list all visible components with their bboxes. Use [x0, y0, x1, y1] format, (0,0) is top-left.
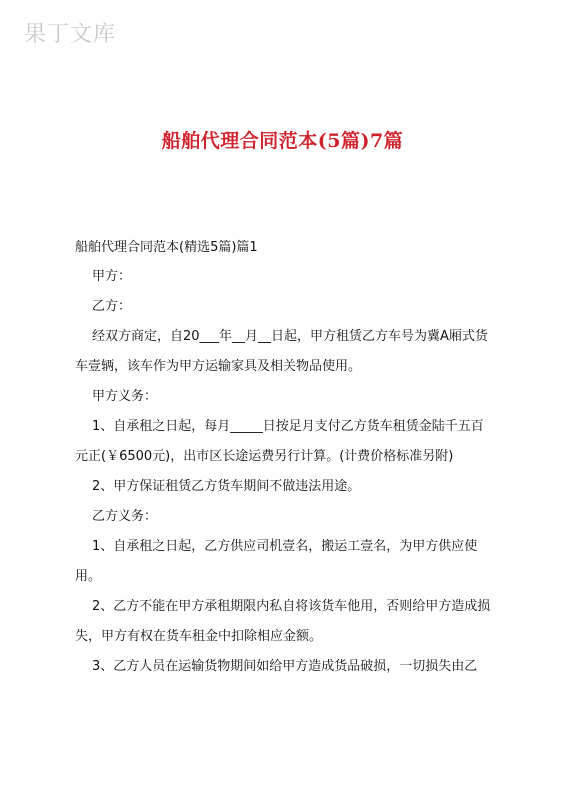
document-title: 船舶代理合同范本(5篇)7篇 — [161, 130, 404, 152]
paragraph-party-a: 甲方： — [92, 269, 132, 284]
paragraph-party-a-duty-2: 2、甲方保证租赁乙方货车期间不做违法用途。 — [92, 479, 361, 494]
paragraph-party-a-duty-1: 1、自承租之日起，每月_____日按足月支付乙方货车租赁金陆千五百元正(￥6500元)，出市区长途运费另行计算。(计费价格标准另附) — [75, 419, 484, 464]
paragraph-party-b-duty-2: 2、乙方不能在甲方承租期限内私自将该货车他用，否则给甲方造成损失，甲方有权在货车租金中扣除相应金额。 — [75, 599, 491, 644]
paragraph-party-b-duty-1: 1、自承租之日起，乙方供应司机壹名，搬运工壹名，为甲方供应使用。 — [75, 539, 478, 584]
paragraph-party-b: 乙方： — [92, 299, 132, 314]
paragraph-agreement: 经双方商定，自20___年__月__日起，甲方租赁乙方车号为冀A厢式货车壹辆，该车作为甲方运输家具及相关物品使用。 — [75, 329, 488, 374]
watermark-logo-text: 果丁文库 — [24, 22, 117, 47]
section-heading: 船舶代理合同范本(精选5篇)篇1 — [75, 240, 258, 255]
paragraph-party-b-duties-heading: 乙方义务： — [92, 509, 158, 524]
paragraph-party-b-duty-3: 3、乙方人员在运输货物期间如给甲方造成货品破损，一切损失由乙 — [92, 659, 478, 674]
paragraph-party-a-duties-heading: 甲方义务： — [92, 389, 158, 404]
